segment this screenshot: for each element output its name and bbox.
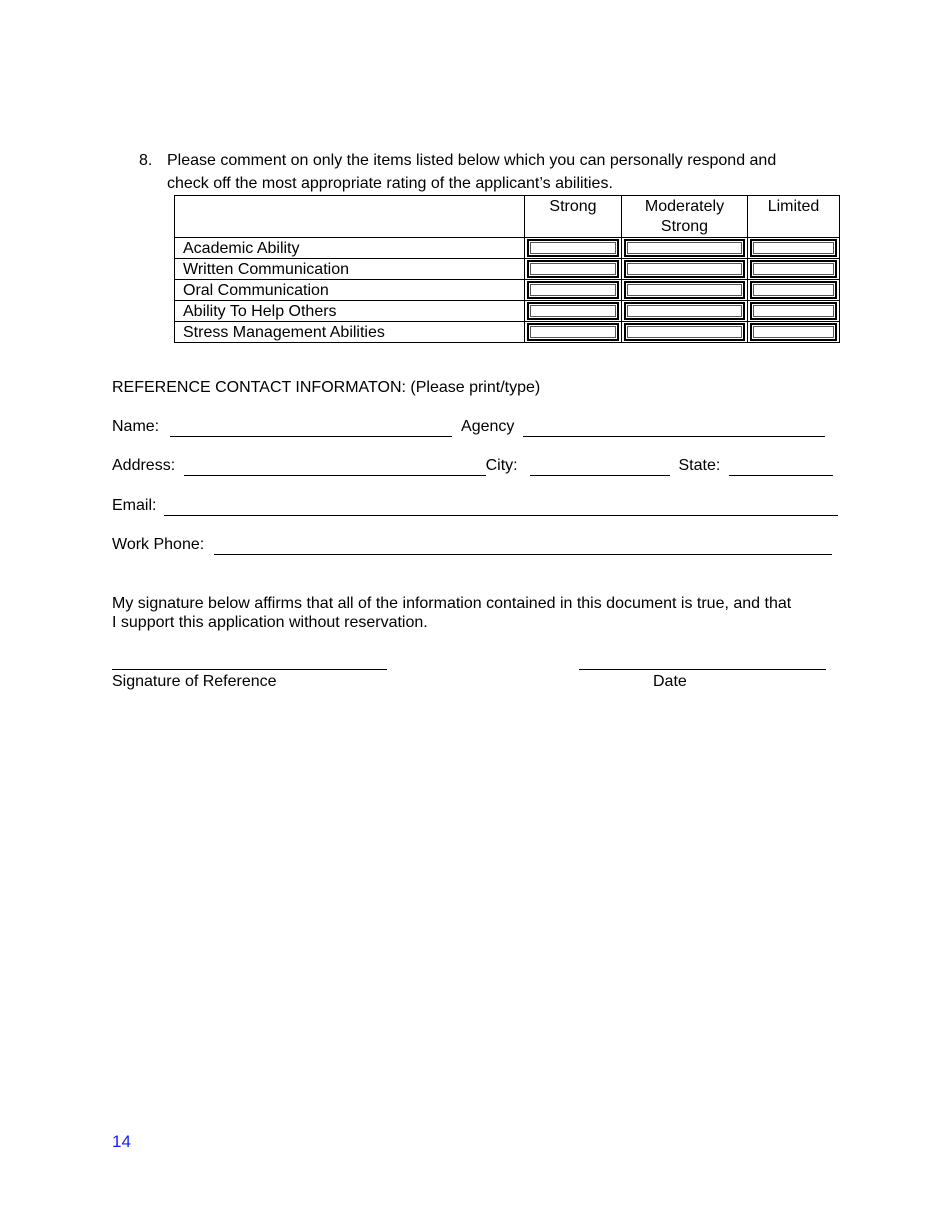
work-phone-row xyxy=(112,535,832,555)
email-label: Email: xyxy=(112,497,157,514)
question-text-line-1: Please comment on only the items listed below which you can personally respond and xyxy=(167,152,777,169)
contact-section-heading: REFERENCE CONTACT INFORMATON: (Please print/type) xyxy=(112,379,541,396)
table-row xyxy=(175,301,840,322)
row-label-written-communication: Written Communication xyxy=(175,259,525,280)
rating-checkbox-strong[interactable] xyxy=(527,281,619,299)
rating-checkbox-moderately-strong[interactable] xyxy=(624,281,745,299)
rating-checkbox-limited[interactable] xyxy=(750,260,837,278)
address-row xyxy=(112,456,833,476)
address-label: Address: xyxy=(112,457,176,474)
table-row xyxy=(175,259,840,280)
affirmation-line-1: My signature below affirms that all of the information contained in this document is true, and that xyxy=(112,595,792,612)
name-agency-row xyxy=(112,417,825,437)
table-row xyxy=(175,238,840,259)
row-label-academic-ability: Academic Ability xyxy=(175,238,525,259)
question-text-line-2: check off the most appropriate rating of the applicant’s abilities. xyxy=(167,175,613,192)
agency-label: Agency xyxy=(461,418,515,435)
rating-checkbox-limited[interactable] xyxy=(750,239,837,257)
address-field[interactable] xyxy=(184,458,486,476)
row-label-stress-management-abilities: Stress Management Abilities xyxy=(175,322,525,343)
agency-field[interactable] xyxy=(523,419,825,437)
name-label: Name: xyxy=(112,418,160,435)
table-header-blank xyxy=(175,196,525,238)
page-number: 14 xyxy=(112,1132,131,1151)
state-field[interactable] xyxy=(729,458,833,476)
signature-label: Signature of Reference xyxy=(112,673,277,690)
rating-checkbox-limited[interactable] xyxy=(750,302,837,320)
rating-table xyxy=(174,195,840,343)
date-label: Date xyxy=(653,673,687,690)
rating-checkbox-moderately-strong[interactable] xyxy=(624,323,745,341)
rating-checkbox-moderately-strong[interactable] xyxy=(624,260,745,278)
signature-line[interactable] xyxy=(112,669,387,670)
table-row xyxy=(175,280,840,301)
question-number: 8. xyxy=(139,152,153,169)
work-phone-field[interactable] xyxy=(214,537,832,555)
rating-checkbox-strong[interactable] xyxy=(527,323,619,341)
rating-checkbox-limited[interactable] xyxy=(750,281,837,299)
rating-checkbox-strong[interactable] xyxy=(527,302,619,320)
rating-checkbox-limited[interactable] xyxy=(750,323,837,341)
city-label: City: xyxy=(485,457,518,474)
rating-checkbox-strong[interactable] xyxy=(527,260,619,278)
work-phone-label: Work Phone: xyxy=(112,536,205,553)
date-line[interactable] xyxy=(579,669,826,670)
email-field[interactable] xyxy=(164,498,838,516)
rating-checkbox-moderately-strong[interactable] xyxy=(624,239,745,257)
row-label-oral-communication: Oral Communication xyxy=(175,280,525,301)
table-row xyxy=(175,322,840,343)
rating-checkbox-strong[interactable] xyxy=(527,239,619,257)
state-label: State: xyxy=(678,457,721,474)
row-label-ability-to-help-others: Ability To Help Others xyxy=(175,301,525,322)
column-header-strong: Strong xyxy=(525,196,622,238)
rating-checkbox-moderately-strong[interactable] xyxy=(624,302,745,320)
column-header-moderately-strong: Moderately Strong xyxy=(622,196,748,238)
affirmation-line-2: I support this application without reservation. xyxy=(112,614,428,631)
email-row xyxy=(112,496,838,516)
column-header-limited: Limited xyxy=(748,196,840,238)
name-field[interactable] xyxy=(170,419,452,437)
city-field[interactable] xyxy=(530,458,670,476)
